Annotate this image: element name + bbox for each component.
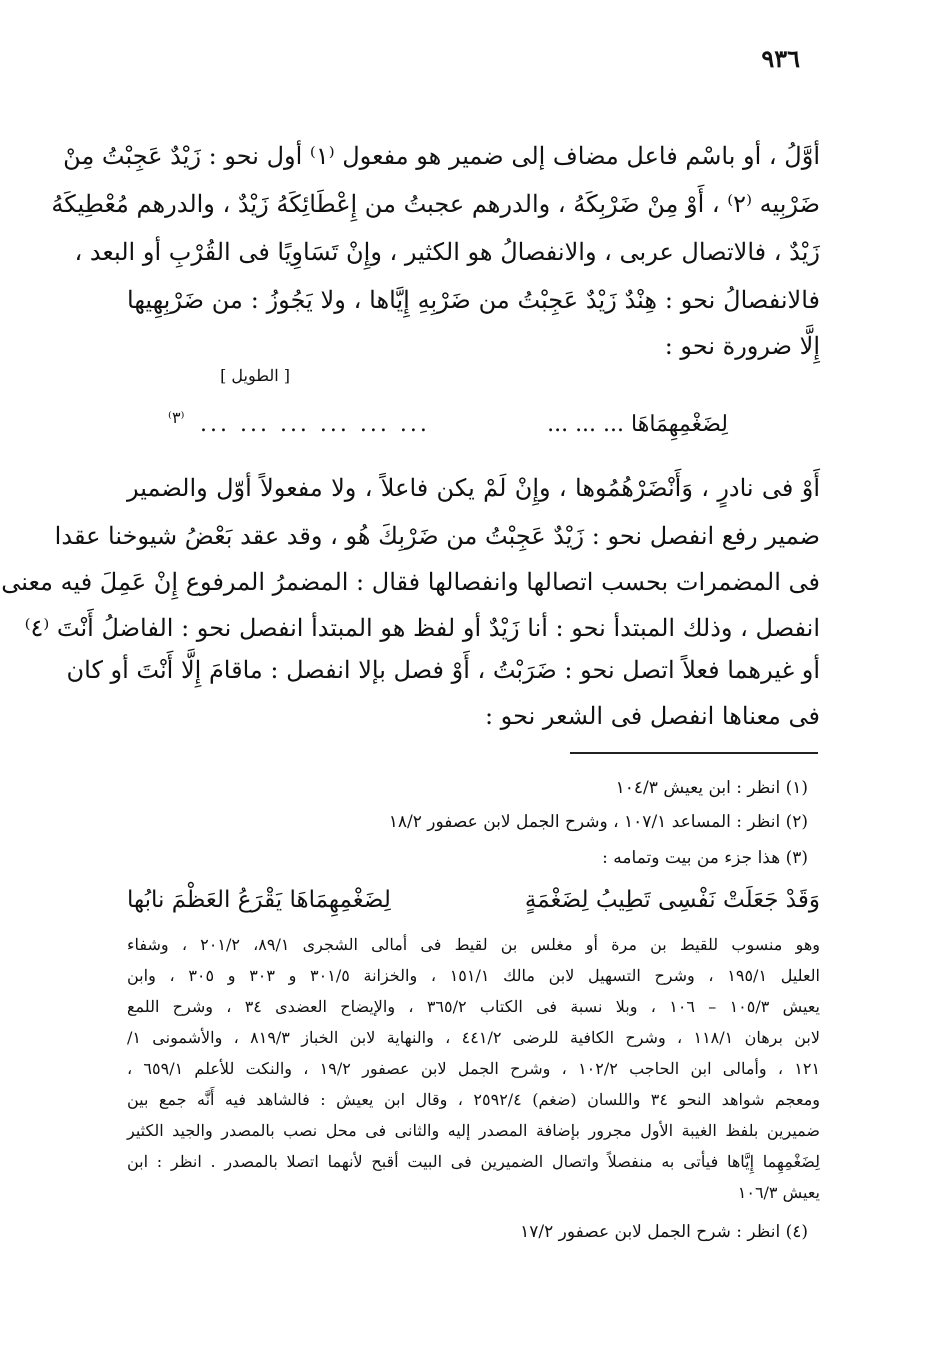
body-line: فى معناها انفصل فى الشعر نحو : [484,702,820,730]
body-line: زَيْدٌ ، فالاتصال عربى ، والانفصالُ هو الكثير ، وإِنْ تَسَاوِيًا فى القُرْبِ أو البعد ، [74,238,820,266]
footnote-3-text: ضميرين بلفظ الغيبة الأول مجرور بإضافة المصدر إليه والثانى فى محل نصب بالمصدر والجيد الكثير [127,1121,820,1140]
body-line: فالانفصالُ نحو : هِنْدٌ زَيْدٌ عَجِبْتُ من ضَرْبِهِ إِيَّاها ، ولا يَجُوزُ : من ضَرْبِهِيها [127,286,820,314]
cited-verse-second-hemistich: لِضَغْمِهِمَاهَا يَقْرَعُ العَظْمَ نابُها [127,887,391,913]
body-line: أوَّلُ ، أو باسْم فاعل مضاف إلى ضمير هو مفعول ⁽١⁾ أول نحو : زَيْدٌ عَجِبْتُ مِنْ [63,142,820,170]
footnote-2: (٢) انظر : المساعد ١٠٧/١ ، وشرح الجمل لابن عصفور ١٨/٢ [388,812,808,832]
footnote-3-text: ١٢١ ، وأمالى ابن الحاجب ١٠٢/٢ ، وشرح الجمل لابن عصفور ١٩/٢ ، والنكت للأعلم ٦٥٩/١ ، [127,1059,821,1078]
cited-verse [127,876,820,924]
footnote-1: (١) انظر : ابن يعيش ١٠٤/٣ [615,778,808,798]
footnote-3-text: يعيش ١٠٥/٣ – ١٠٦ ، وبلا نسبة فى الكتاب ٣٦٥/٢ ، والإيضاح العضدى ٣٤ ، وشرح اللمع [127,997,821,1016]
cited-verse-first-hemistich: وَقَدْ جَعَلَتْ نَفْسِى تَطِيبُ لِضَغْمَةٍ [524,887,820,913]
body-line: انفصل ، وذلك المبتدأ نحو : أنا زَيْدٌ أو لفظ هو المبتدأ انفصل نحو : الفاضلُ أَنْتَ ⁽٤⁾ [24,614,820,642]
footnote-divider [570,752,818,754]
footnote-3-text: ومعجم شواهد النحو ٣٤ واللسان (ضغم) ٢٥٩٢/٤ ، وقال ابن يعيش : فالشاهد فيه أَنَّه جمع بين [127,1090,821,1109]
footnote-4: (٤) انظر : شرح الجمل لابن عصفور ١٧/٢ [520,1222,808,1242]
verse-hemistich: لِضَغْمِهِمَاهَا ... ... ... [547,412,728,437]
footnote-3: (٣) هذا جزء من بيت وتمامه : [602,848,808,868]
body-line: أو غيرهما فعلاً اتصل نحو : ضَرَبْتُ ، أَوْ فصل بإلا انفصل : ماقامَ إِلَّا أَنْتَ أو كان [66,656,820,684]
footnote-3-text: لِضَغْمِهِما إِيَّاها فيأتى به منفصلاً واتصال الضميرين فى البيت أقبح لأنهما اتصلا بالمصدر . انظر : ابن [127,1152,820,1171]
body-line: إِلَّا ضرورة نحو : [664,332,820,360]
body-line: ضَرْبِيه ⁽٢⁾ ، أَوْ مِنْ ضَرْبِكَهُ ، والدرهم عجبتُ من إِعْطَائِكَهُ زَيْدٌ ، والدرهم مُعْطِيكَهُ [51,190,820,218]
verse-ellipsis: ... ... ... ... ... ... [200,412,430,437]
footnote-3-text: العليل ١٩٥/١ ، وشرح التسهيل لابن مالك ١٥١/١ ، والخزانة ٣٠١/٥ و ٣٠٣ و ٣٠٥ ، وابن [127,966,820,985]
footnote-3-text: يعيش ١٠٦/٣ [737,1183,820,1202]
footnote-3-text: لابن برهان ١١٨/١ ، وشرح الكافية للرضى ٤٤١/٢ ، والنهاية لابن الخباز ٨١٩/٣ ، والأشمونى ١/ [127,1028,820,1047]
body-line: ضمير رفع انفصل نحو : زَيْدٌ عَجِبْتُ من ضَرْبِكَ هُو ، وقد عقد بَعْضُ شيوخنا عقدا [54,522,820,550]
body-line: أَوْ فى نادرٍ ، وَأَنْضَرْهُمُوها ، وإِنْ لَمْ يكن فاعلاً ، ولا مفعولاً أوّل والضمير [127,474,821,502]
page-number: ٩٣٦ [761,44,800,73]
body-line: فى المضمرات بحسب اتصالها وانفصالها فقال : المضمرُ المرفوع إِنْ عَمِلَ فيه معنى [1,568,820,596]
footnote-ref: ⁽٣⁾ [168,408,185,427]
footnote-3-text: وهو منسوب للقيط بن مرة أو مغلس بن لقيط فى أمالى الشجرى ٨٩/١، ٢٠١/٢ ، وشفاء [127,935,820,954]
meter-label: [ الطويل ] [220,366,290,385]
